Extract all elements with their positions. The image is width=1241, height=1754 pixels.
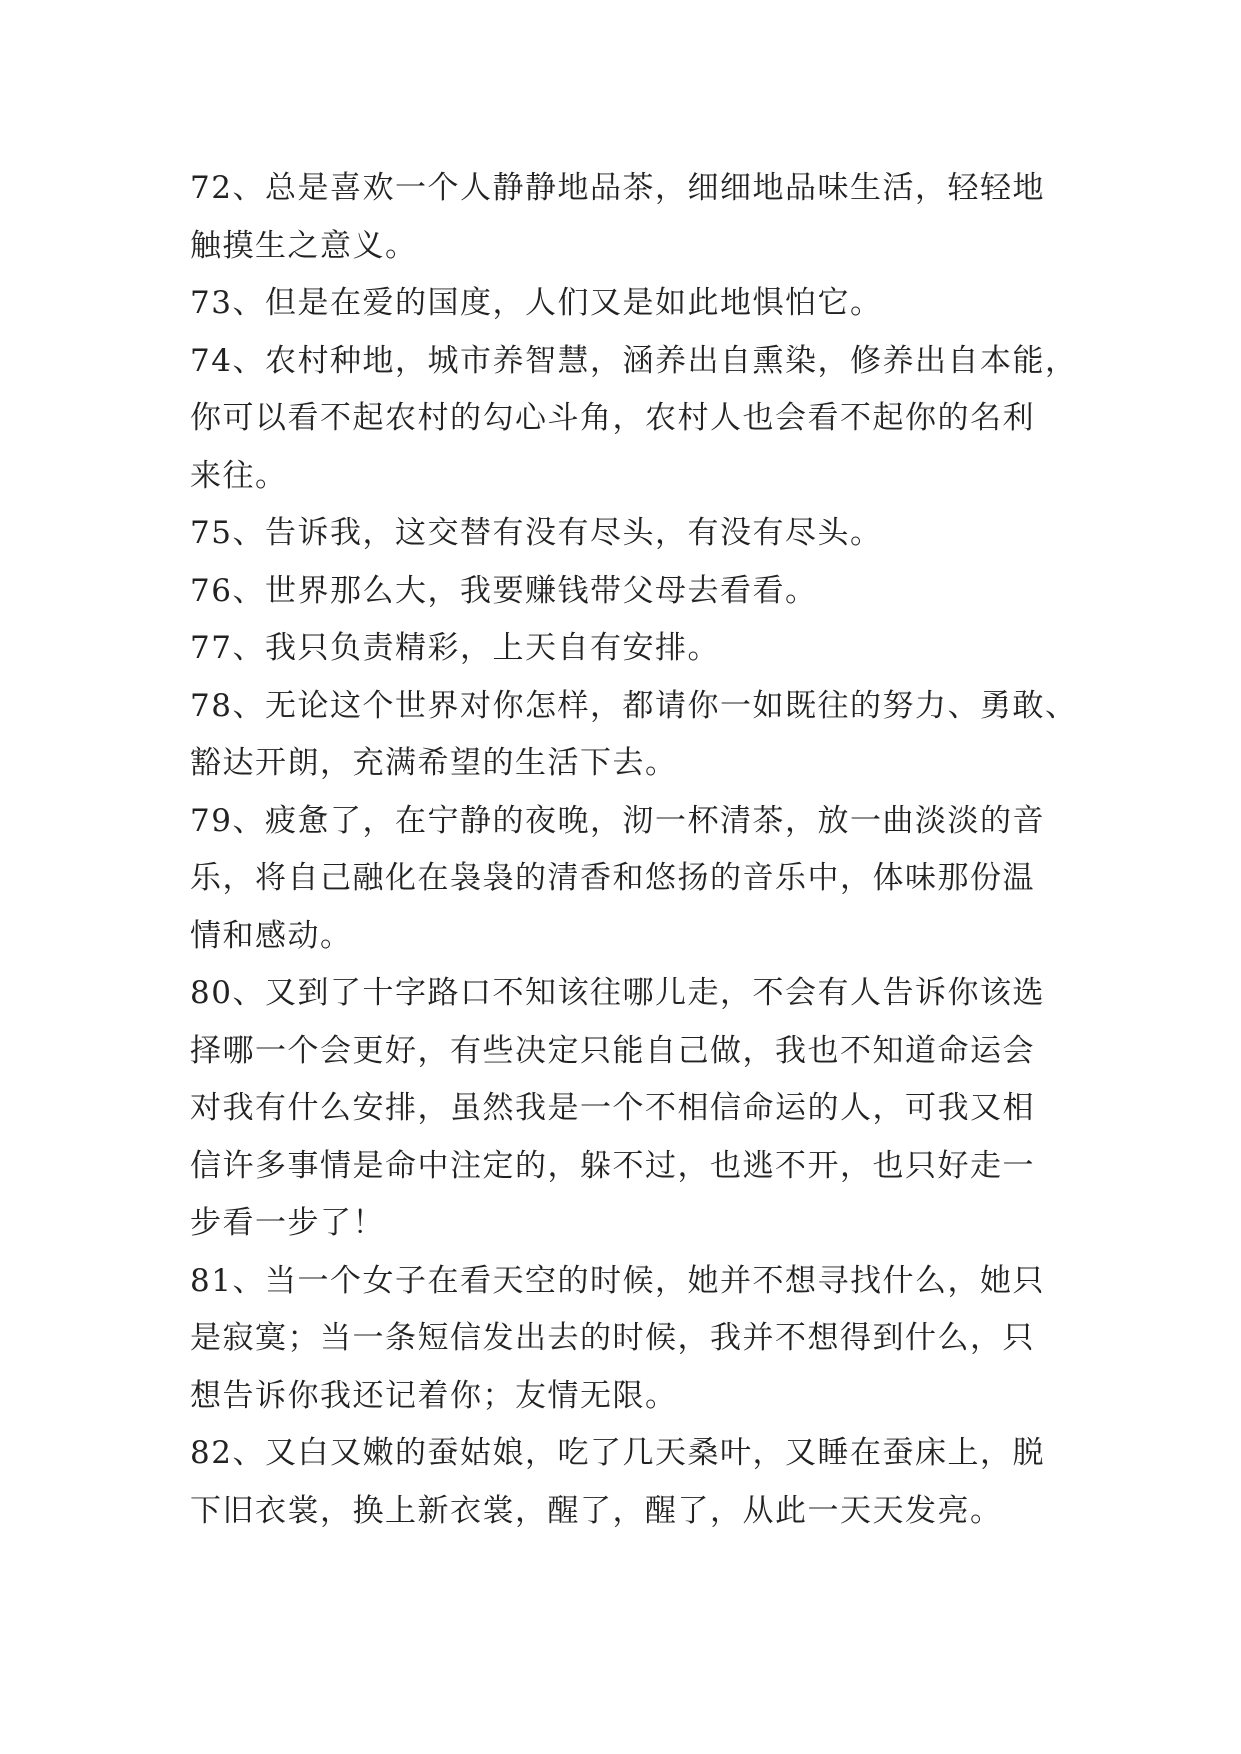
quote-item-78 (190, 678, 1078, 793)
quote-line: 是寂寞；当一条短信发出去的时候，我并不想得到什么，只 (190, 1320, 1035, 1356)
quote-list (190, 160, 1078, 1540)
quote-item-81 (190, 1253, 1070, 1426)
quote-line: 下旧衣裳，换上新衣裳，醒了，醒了，从此一天天发亮。 (190, 1492, 1003, 1529)
quote-line: 76、世界那么大，我要赚钱带父母去看看。 (190, 572, 818, 609)
quote-line: 82、又白又嫩的蚕姑娘，吃了几天桑叶，又睡在蚕床上，脱 (190, 1435, 1045, 1471)
quote-line: 81、当一个女子在看天空的时候，她并不想寻找什么，她只 (190, 1262, 1045, 1299)
quote-item-76 (190, 563, 1070, 621)
quote-line: 步看一步了！ (190, 1205, 385, 1241)
quote-item-80 (190, 965, 1070, 1253)
quote-line: 72、总是喜欢一个人静静地品茶，细细地品味生活，轻轻地 (190, 170, 1045, 206)
quote-item-74 (190, 333, 1078, 506)
quote-line: 来往。 (190, 457, 288, 494)
quote-line: 78、无论这个世界对你怎样，都请你一如既往的努力、勇敢、 (190, 687, 1078, 724)
quote-line: 乐，将自己融化在袅袅的清香和悠扬的音乐中，体味那份温 (190, 860, 1035, 896)
quote-item-77 (190, 620, 1070, 678)
quote-line: 80、又到了十字路口不知该往哪儿走，不会有人告诉你该选 (190, 975, 1045, 1011)
quote-line: 想告诉你我还记着你；友情无限。 (190, 1377, 678, 1414)
quote-line: 信许多事情是命中注定的，躲不过，也逃不开，也只好走一 (190, 1147, 1035, 1184)
quote-item-79 (190, 793, 1070, 966)
quote-line: 你可以看不起农村的勾心斗角，农村人也会看不起你的名利 (190, 400, 1035, 436)
quote-line: 73、但是在爱的国度，人们又是如此地惧怕它。 (190, 285, 883, 321)
quote-line: 75、告诉我，这交替有没有尽头，有没有尽头。 (190, 515, 883, 551)
quote-line: 豁达开朗，充满希望的生活下去。 (190, 745, 678, 781)
quote-line: 77、我只负责精彩，上天自有安排。 (190, 630, 720, 666)
quote-item-72 (190, 160, 1070, 275)
quote-line: 择哪一个会更好，有些决定只能自己做，我也不知道命运会 (190, 1032, 1035, 1069)
quote-line: 79、疲惫了，在宁静的夜晚，沏一杯清茶，放一曲淡淡的音 (190, 802, 1045, 839)
quote-line: 情和感动。 (190, 917, 353, 954)
quote-item-75 (190, 505, 1070, 563)
quote-line: 74、农村种地，城市养智慧，涵养出自熏染，修养出自本能， (190, 342, 1078, 379)
quote-line: 对我有什么安排，虽然我是一个不相信命运的人，可我又相 (190, 1090, 1035, 1126)
quote-item-73 (190, 275, 1070, 333)
quote-item-82 (190, 1425, 1070, 1540)
quote-line: 触摸生之意义。 (190, 227, 418, 264)
